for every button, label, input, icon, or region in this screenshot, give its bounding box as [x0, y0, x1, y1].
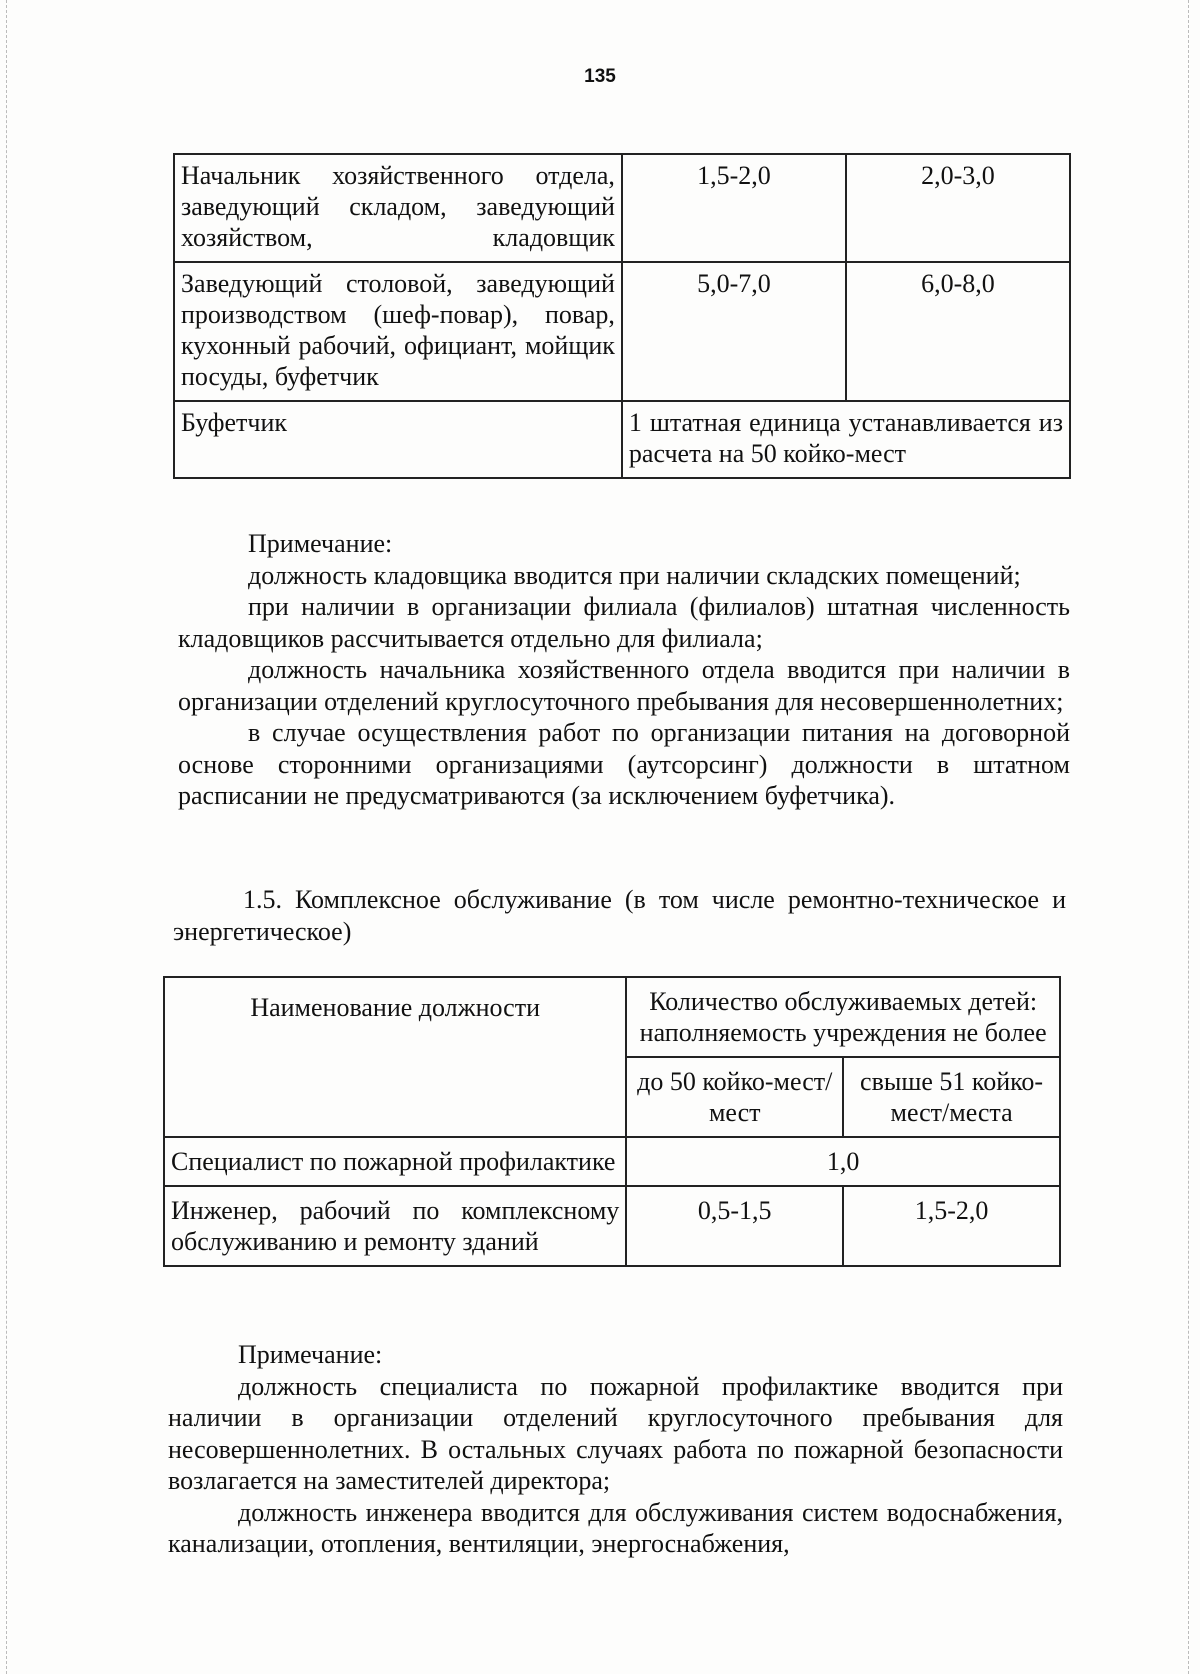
- position-cell: Специалист по пожарной профилактике: [164, 1137, 626, 1186]
- staffing-table-2: [163, 976, 1061, 1267]
- section-heading: 1.5. Комплексное обслуживание (в том числе ремонтно-техническое и энергетическое): [173, 885, 1066, 946]
- table-row: [164, 1137, 1060, 1186]
- note-paragraph: должность специалиста по пожарной профилактике вводится при наличии в организации отделений круглосуточного пребывания для несовершеннолетних. В остальных случаях работа по пожарной безопасности возлагается на заместителей директора;: [168, 1371, 1063, 1495]
- span-cell: 1,0: [626, 1137, 1060, 1186]
- value-cell: 0,5-1,5: [626, 1186, 843, 1266]
- table-row: [174, 262, 1070, 401]
- note-paragraph: в случае осуществления работ по организации питания на договорной основе сторонними организациями (аутсорсинг) должности в штатном расписании не предусматриваются (за исключением буфетчика).: [178, 718, 1070, 810]
- position-cell: Буфетчик: [174, 401, 622, 478]
- value-cell: 1,5-2,0: [843, 1186, 1060, 1266]
- table-header-row: [164, 977, 1060, 1057]
- note-1: [178, 528, 1070, 812]
- position-cell: Заведующий столовой, заведующий производством (шеф-повар), повар, кухонный рабочий, официант, мойщик посуды, буфетчик: [174, 262, 622, 401]
- table-row: [164, 1186, 1060, 1266]
- page-number: 135: [584, 66, 616, 87]
- value-cell: 2,0-3,0: [846, 154, 1070, 262]
- note-title: Примечание:: [238, 1340, 383, 1369]
- value-cell: 1,5-2,0: [622, 154, 846, 262]
- position-cell: Начальник хозяйственного отдела, заведующий складом, заведующий хозяйством, кладовщик: [174, 154, 622, 262]
- note-title: Примечание:: [248, 529, 393, 558]
- note-paragraph: при наличии в организации филиала (филиалов) штатная численность кладовщиков рассчитывается отдельно для филиала;: [178, 592, 1070, 653]
- note-paragraph: должность кладовщика вводится при наличии складских помещений;: [248, 560, 1021, 590]
- scan-edge-left: [6, 0, 7, 1674]
- table-row: [174, 401, 1070, 478]
- header-up-to-50: до 50 койко-мест/мест: [626, 1057, 843, 1137]
- staffing-table-1: [173, 153, 1071, 479]
- note-paragraph: должность начальника хозяйственного отдела вводится при наличии в организации отделений круглосуточного пребывания для несовершеннолетних;: [178, 655, 1070, 716]
- note-paragraph: должность инженера вводится для обслуживания систем водоснабжения, канализации, отопления, вентиляции, энергоснабжения,: [168, 1497, 1063, 1558]
- value-cell: 6,0-8,0: [846, 262, 1070, 401]
- header-over-51: свыше 51 койко-мест/места: [843, 1057, 1060, 1137]
- table-row: [174, 154, 1070, 262]
- span-cell: 1 штатная единица устанавливается из расчета на 50 койко-мест: [622, 401, 1070, 478]
- position-cell: Инженер, рабочий по комплексному обслуживанию и ремонту зданий: [164, 1186, 626, 1266]
- value-cell: 5,0-7,0: [622, 262, 846, 401]
- header-group: Количество обслуживаемых детей: наполняемость учреждения не более: [626, 977, 1060, 1057]
- header-position: Наименование должности: [164, 977, 626, 1137]
- note-2: [168, 1339, 1063, 1560]
- scan-edge-right: [1188, 0, 1189, 1674]
